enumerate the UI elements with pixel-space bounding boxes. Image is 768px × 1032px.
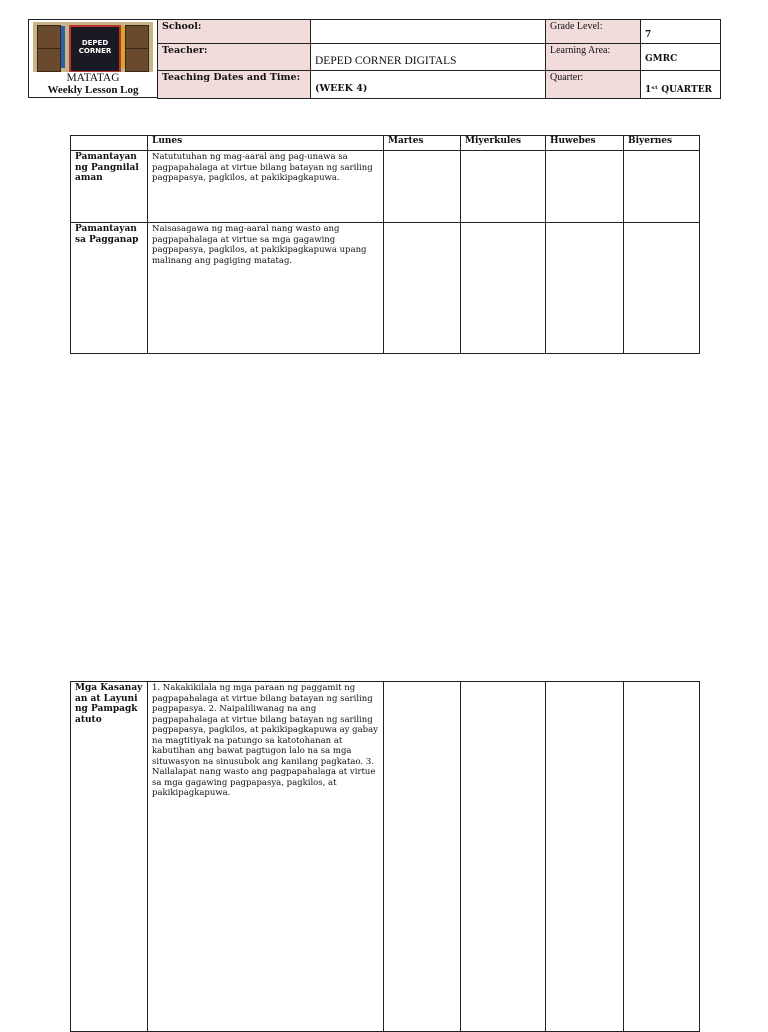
learning-area-label: Learning Area: bbox=[546, 44, 641, 71]
cell-martes bbox=[384, 682, 461, 1032]
cell-miyerkules bbox=[461, 682, 546, 1032]
logo-badge-text: DEPED CORNER bbox=[78, 39, 112, 55]
quarter-label: Quarter: bbox=[546, 71, 641, 99]
ornament-icon bbox=[37, 25, 61, 49]
quarter-value: 1ˢᵗ QUARTER bbox=[641, 71, 721, 99]
lesson-table bbox=[70, 135, 700, 354]
table-row bbox=[71, 682, 700, 1032]
cell-miyerkules bbox=[461, 223, 546, 354]
logo-block bbox=[28, 19, 158, 98]
cell-martes bbox=[384, 223, 461, 354]
column-header-lunes: Lunes bbox=[148, 136, 384, 151]
column-header-biyernes: Biyernes bbox=[624, 136, 700, 151]
table-row bbox=[71, 223, 700, 354]
header-info-table bbox=[157, 19, 721, 99]
cell-lunes: Natututuhan ng mag-aaral ang pag-unawa sa pagpapahalaga at virtue bilang batayan ng sariling pagpapasya, pagkilos, at pakikipagkapuwa. bbox=[148, 151, 384, 223]
column-header-martes: Martes bbox=[384, 136, 461, 151]
lesson-table-continued bbox=[70, 681, 700, 1032]
row-label-pamantayan-sa-pagganap: Pamantayan sa Pagganap bbox=[71, 223, 148, 354]
teacher-value: DEPED CORNER DIGITALS bbox=[311, 44, 546, 71]
column-header-huwebes: Huwebes bbox=[546, 136, 624, 151]
cell-huwebes bbox=[546, 223, 624, 354]
row-label-mga-kasanayan: Mga Kasanayan at Layuning Pampagkatuto bbox=[71, 682, 148, 1032]
teaching-dates-label: Teaching Dates and Time: bbox=[158, 71, 311, 99]
logo-title-weekly-lesson-log: Weekly Lesson Log bbox=[47, 84, 139, 96]
ornament-icon bbox=[37, 48, 61, 72]
cell-huwebes bbox=[546, 682, 624, 1032]
grade-level-label: Grade Level: bbox=[546, 20, 641, 44]
row-label-pamantayan-ng-pangnilalaman: Pamantayan ng Pangnilalaman bbox=[71, 151, 148, 223]
column-header-empty bbox=[71, 136, 148, 151]
learning-area-value: GMRC bbox=[641, 44, 721, 71]
cell-biyernes bbox=[624, 151, 700, 223]
school-value bbox=[311, 20, 546, 44]
table-row bbox=[71, 151, 700, 223]
ornament-icon bbox=[125, 25, 149, 49]
cell-biyernes bbox=[624, 223, 700, 354]
cell-miyerkules bbox=[461, 151, 546, 223]
column-header-miyerkules: Miyerkules bbox=[461, 136, 546, 151]
teaching-dates-value: (WEEK 4) bbox=[311, 71, 546, 99]
cell-lunes: Naisasagawa ng mag-aaral nang wasto ang pagpapahalaga at virtue sa mga gagawing pagpapasya, pagkilos, at pakikipagkapuwa upang malinang ang pagiging matatag. bbox=[148, 223, 384, 354]
ornament-icon bbox=[125, 48, 149, 72]
teacher-label: Teacher: bbox=[158, 44, 311, 71]
school-label: School: bbox=[158, 20, 311, 44]
deped-corner-badge bbox=[69, 25, 121, 72]
cell-martes bbox=[384, 151, 461, 223]
cell-lunes: 1. Nakakikilala ng mga paraan ng paggamit ng pagpapahalaga at virtue bilang batayan ng sariling pagpapasya. 2. Naipaliliwanag na ang pagpapahalaga at virtue bilang batayan ng sariling pagpapasya, pagkilos, at pakikipagkapuwa ay gabay na magtitiyak na patungo sa katotohanan at kabutihan ang bawat pagtugon lalo na sa mga situwasyon na sinusubok ang kanilang pagkatao. 3. Nailalapat nang wasto ang pagpapahalaga at virtue sa mga gagawing pagpapasya, pagkilos, at pakikipagkapuwa. bbox=[148, 682, 384, 1032]
logo-title-matatag: MATATAG bbox=[66, 72, 120, 84]
cell-biyernes bbox=[624, 682, 700, 1032]
grade-level-value: 7 bbox=[641, 20, 721, 44]
cell-huwebes bbox=[546, 151, 624, 223]
deped-matatag-logo bbox=[33, 22, 153, 72]
